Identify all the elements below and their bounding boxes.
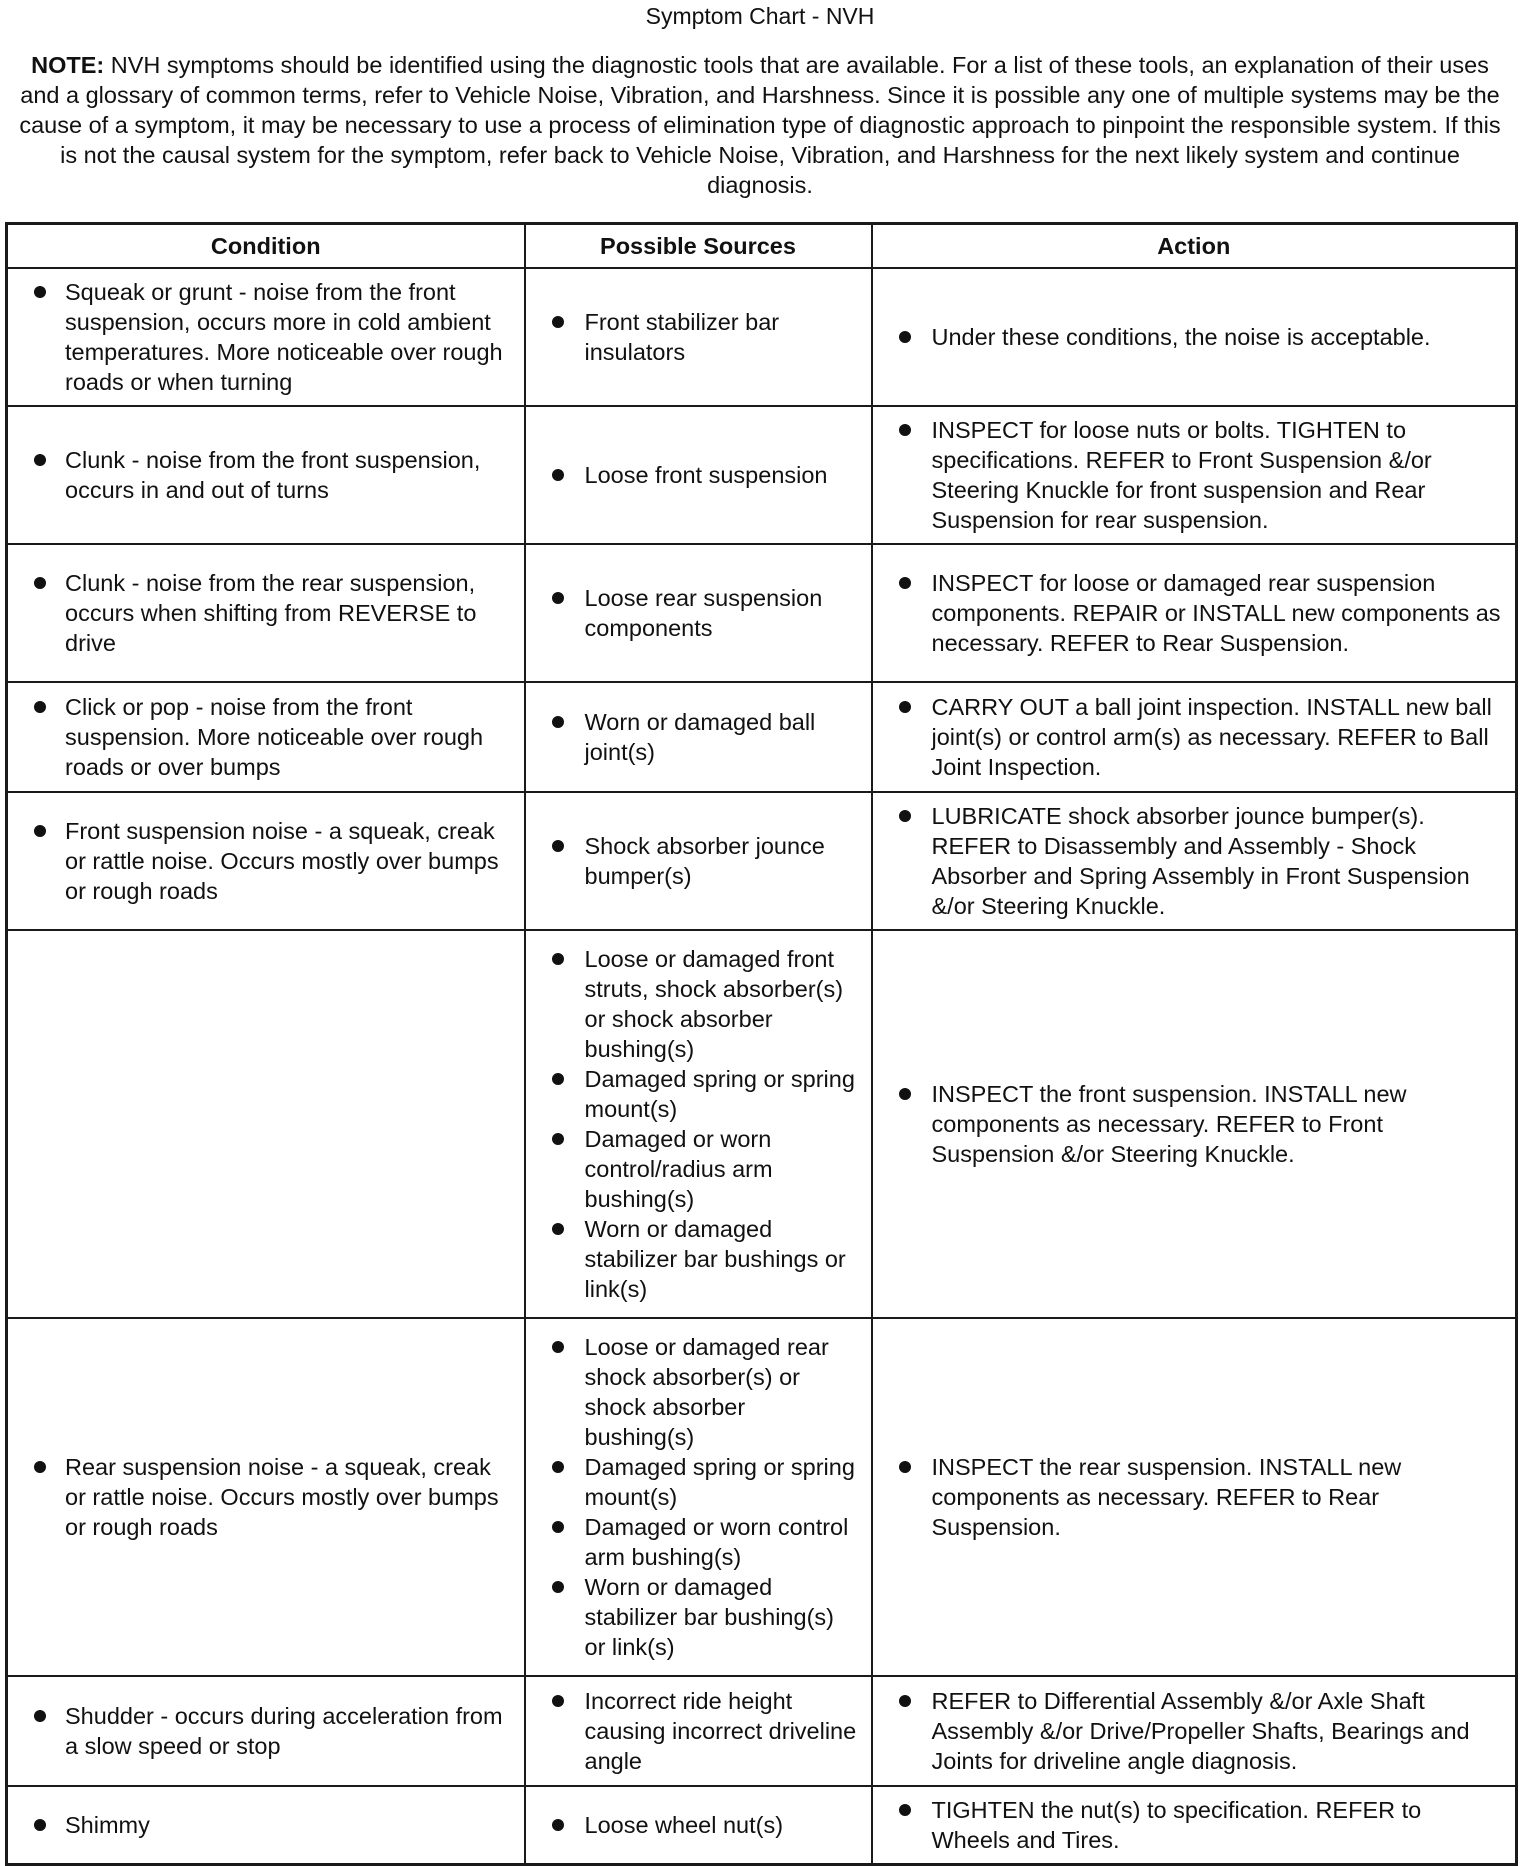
sources-cell [525, 544, 872, 682]
condition-list [18, 277, 514, 397]
sources-cell [525, 1318, 872, 1676]
action-list [883, 1795, 1506, 1855]
action-list [883, 1079, 1506, 1169]
sources-item: Loose or damaged front struts, shock absorber(s) or shock absorber bushing(s) [536, 944, 861, 1064]
action-list [883, 568, 1506, 658]
table-row [7, 1676, 1517, 1786]
sources-list [536, 707, 861, 767]
sources-item: Worn or damaged stabilizer bar bushing(s) or link(s) [536, 1572, 861, 1662]
sources-item: Loose rear suspension components [536, 583, 861, 643]
sources-cell [525, 930, 872, 1318]
action-item: TIGHTEN the nut(s) to specification. REFER to Wheels and Tires. [883, 1795, 1506, 1855]
condition-cell [7, 682, 525, 792]
header-possible-sources: Possible Sources [525, 224, 872, 269]
table-row [7, 268, 1517, 406]
condition-list [18, 568, 514, 658]
sources-item: Front stabilizer bar insulators [536, 307, 861, 367]
sources-item: Incorrect ride height causing incorrect driveline angle [536, 1686, 861, 1776]
note-text: NVH symptoms should be identified using the diagnostic tools that are available. For a list of these tools, an explanation of their uses and a glossary of common terms, refer to Vehicle Noise, Vibration, and Harshness. Since it is possible any one of multiple systems may be the cause of a symptom, it may be necessary to use a process of elimination type of diagnostic approach to pinpoint the responsible system. If this is not the causal system for the symptom, refer back to Vehicle Noise, Vibration, and Harshness for the next likely system and continue diagnosis. [19, 52, 1501, 198]
action-cell [872, 1676, 1517, 1786]
action-cell [872, 544, 1517, 682]
sources-cell [525, 1786, 872, 1864]
action-list [883, 692, 1506, 782]
condition-item: Clunk - noise from the front suspension, occurs in and out of turns [18, 445, 514, 505]
condition-list [18, 692, 514, 782]
action-list [883, 415, 1506, 535]
condition-cell [7, 544, 525, 682]
action-cell [872, 1318, 1517, 1676]
action-item: REFER to Differential Assembly &/or Axle Shaft Assembly &/or Drive/Propeller Shafts, Bearings and Joints for driveline angle diagnosis. [883, 1686, 1506, 1776]
sources-item: Worn or damaged stabilizer bar bushings or link(s) [536, 1214, 861, 1304]
sources-list [536, 307, 861, 367]
sources-cell [525, 406, 872, 544]
sources-cell [525, 682, 872, 792]
sources-cell [525, 1676, 872, 1786]
condition-list [18, 445, 514, 505]
sources-item: Damaged or worn control arm bushing(s) [536, 1512, 861, 1572]
condition-cell [7, 268, 525, 406]
sources-list [536, 1686, 861, 1776]
condition-item: Click or pop - noise from the front suspension. More noticeable over rough roads or over bumps [18, 692, 514, 782]
page-title: Symptom Chart - NVH [645, 3, 875, 29]
table-row [7, 1318, 1517, 1676]
sources-item: Worn or damaged ball joint(s) [536, 707, 861, 767]
sources-item: Loose wheel nut(s) [536, 1810, 861, 1840]
sources-item: Loose front suspension [536, 460, 861, 490]
sources-item: Shock absorber jounce bumper(s) [536, 831, 861, 891]
condition-cell [7, 1676, 525, 1786]
action-cell [872, 268, 1517, 406]
header-condition: Condition [7, 224, 525, 269]
action-item: INSPECT for loose nuts or bolts. TIGHTEN to specifications. REFER to Front Suspension &/or Steering Knuckle for front suspension and Rear Suspension for rear suspension. [883, 415, 1506, 535]
condition-cell [7, 1786, 525, 1864]
condition-item: Squeak or grunt - noise from the front suspension, occurs more in cold ambient temperatures. More noticeable over rough roads or when turning [18, 277, 514, 397]
action-cell [872, 682, 1517, 792]
table-row [7, 1786, 1517, 1864]
action-item: INSPECT the front suspension. INSTALL new components as necessary. REFER to Front Suspension &/or Steering Knuckle. [883, 1079, 1506, 1169]
action-list [883, 801, 1506, 921]
condition-item: Front suspension noise - a squeak, creak or rattle noise. Occurs mostly over bumps or rough roads [18, 816, 514, 906]
sources-item: Damaged or worn control/radius arm bushing(s) [536, 1124, 861, 1214]
condition-list [18, 816, 514, 906]
action-item: INSPECT for loose or damaged rear suspension components. REPAIR or INSTALL new components as necessary. REFER to Rear Suspension. [883, 568, 1506, 658]
header-action: Action [872, 224, 1517, 269]
condition-item: Shudder - occurs during acceleration from a slow speed or stop [18, 1701, 514, 1761]
sources-list [536, 460, 861, 490]
table-header-row [7, 224, 1517, 269]
condition-cell [7, 930, 525, 1318]
action-cell [872, 1786, 1517, 1864]
note-paragraph [10, 50, 1510, 200]
sources-cell [525, 268, 872, 406]
condition-list [18, 1452, 514, 1542]
table-row [7, 792, 1517, 930]
action-list [883, 1686, 1506, 1776]
action-list [883, 322, 1506, 352]
condition-list [18, 1701, 514, 1761]
action-list [883, 1452, 1506, 1542]
table-row [7, 682, 1517, 792]
action-cell [872, 406, 1517, 544]
condition-cell [7, 792, 525, 930]
table-row [7, 406, 1517, 544]
sources-item: Damaged spring or spring mount(s) [536, 1064, 861, 1124]
sources-item: Loose or damaged rear shock absorber(s) or shock absorber bushing(s) [536, 1332, 861, 1452]
action-item: LUBRICATE shock absorber jounce bumper(s). REFER to Disassembly and Assembly - Shock Absorber and Spring Assembly in Front Suspension &/or Steering Knuckle. [883, 801, 1506, 921]
action-cell [872, 930, 1517, 1318]
symptom-chart-table [5, 222, 1518, 1866]
condition-list [18, 1810, 514, 1840]
action-item: Under these conditions, the noise is acceptable. [883, 322, 1506, 352]
condition-cell [7, 406, 525, 544]
note-label: NOTE: [31, 52, 105, 78]
condition-cell [7, 1318, 525, 1676]
sources-item: Damaged spring or spring mount(s) [536, 1452, 861, 1512]
table-row [7, 930, 1517, 1318]
condition-item: Clunk - noise from the rear suspension, occurs when shifting from REVERSE to drive [18, 568, 514, 658]
action-item: INSPECT the rear suspension. INSTALL new components as necessary. REFER to Rear Suspension. [883, 1452, 1506, 1542]
sources-list [536, 1332, 861, 1662]
sources-list [536, 944, 861, 1304]
sources-cell [525, 792, 872, 930]
action-cell [872, 792, 1517, 930]
sources-list [536, 831, 861, 891]
condition-item: Rear suspension noise - a squeak, creak or rattle noise. Occurs mostly over bumps or rough roads [18, 1452, 514, 1542]
condition-item: Shimmy [18, 1810, 514, 1840]
table-row [7, 544, 1517, 682]
action-item: CARRY OUT a ball joint inspection. INSTALL new ball joint(s) or control arm(s) as necessary. REFER to Ball Joint Inspection. [883, 692, 1506, 782]
sources-list [536, 1810, 861, 1840]
sources-list [536, 583, 861, 643]
